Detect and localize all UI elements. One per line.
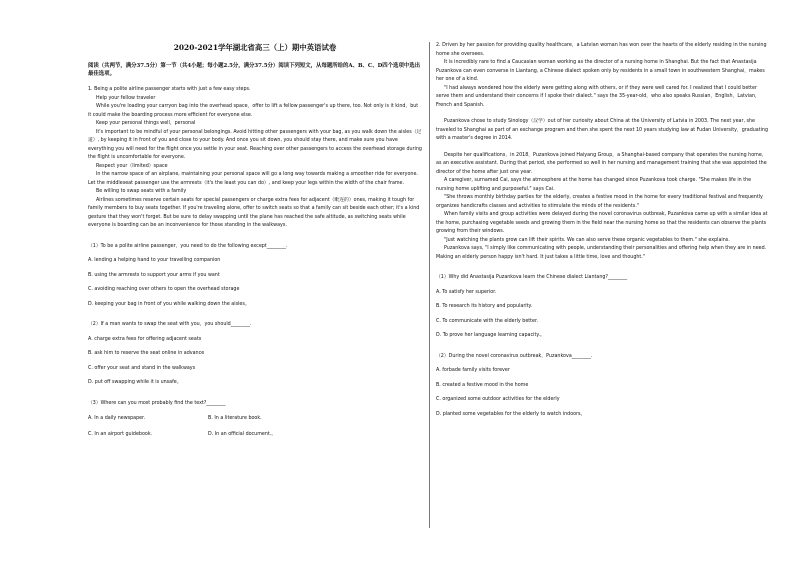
- option-b[interactable]: B. ask him to reserve the seat online in advance: [88, 351, 205, 356]
- option-a[interactable]: A. charge extra fees for offering adjacent seats: [88, 336, 202, 342]
- passage2-paragraph: It is incredibly rare to find a Caucasian woman working as the director of a nursing home in Shanghai. But the fact that Anastasija Puzankova can even converse in Liantang, a Chinese dialect spoken only by residents in a small town in southwestern Shanghai，makes her one of a kind.: [436, 60, 765, 82]
- option-a[interactable]: A. To satisfy her superior.: [436, 289, 497, 295]
- passage1-paragraph: It's important to be mindful of your personal belongings. Avoid hitting other passengers with your bag, as you walk down the aisles（过道）, by keeping it in front of you and close to your body. And once you sit down, you should stay there, and make sure you have everything you will need for the flight once you settle in your seat. Reaching over other passengers to access the overhead storage during the flight is uncomfortable for everyone.: [88, 129, 422, 160]
- option-d[interactable]: D. planted some vegetables for the elderly to watch indoors。: [436, 411, 586, 417]
- option-b[interactable]: B. using the armrests to support your arms if you want: [88, 272, 220, 278]
- option-row: [88, 431, 422, 440]
- passage1-subheading: Keep your personal things well，personal: [96, 121, 196, 126]
- option-d[interactable]: D. To prove her language learning capacity.。: [436, 333, 545, 338]
- passage1-paragraph: While you're loading your carryon bag into the overhead space，offer to lift a fellow passenger's up there, too. Not only is it kind，but it could make the boarding process more efficient for everyone else.: [88, 104, 419, 118]
- question-stem: （1）To be a polite airline passenger，you need to do the following except________.: [88, 243, 288, 249]
- passage1-subheading: Help your fellow traveler: [96, 95, 156, 101]
- exam-title: 2020-2021学年湖北省高三（上）期中英语试卷: [173, 43, 337, 52]
- passage1-paragraph: Airlines sometimes reserve certain seats for special passengers or charge extra fees for adjacent（毗连的）ones, making it tough for family members to buy seats together. If you're traveling alone, offer to switch seats so that a family can sit beside each other; it's a kind gesture that they won't forget. But be sure to delay swapping until the plane has reached the safe altitude, as switching seats while everyone is boarding can be an inconvenience for those standing in the walkways.: [88, 197, 420, 228]
- right-column: [436, 42, 770, 419]
- passage2-paragraph: Puzankova says, "I simply like communicating with people, understanding their personalities and offering help when they are in need. Making an elderly person happy isn't hard. It just takes a little time, love and thought.": [436, 246, 767, 260]
- question-stem: （1）Why did Anastasija Puzankova learn the Chinese dialect Liantang?________: [436, 275, 628, 280]
- question-3: [88, 400, 422, 440]
- passage1-heading: 1. Being a polite airline passenger starts with just a few easy steps.: [88, 87, 251, 92]
- option-c[interactable]: C. In an airport guidebook.: [88, 431, 153, 437]
- option-a[interactable]: A. forbade family visits forever: [436, 368, 510, 373]
- left-column: [88, 42, 422, 439]
- question-2: [436, 353, 770, 420]
- passage1-subheading: Be willing to swap seats with a family: [96, 189, 187, 194]
- option-c[interactable]: C. offer your seat and stand in the walkways: [88, 365, 196, 371]
- passage2-paragraph: When family visits and group activities were delayed during the novel coronavirus outbreak, Puzankova came up with a similar idea at the home, purchasing vegetable seeds and growing them in the field near the nursing home so that the residents can observe the plants growing from their windows.: [436, 212, 768, 234]
- passage2-heading: 2. Driven by her passion for providing quality healthcare，a Latvian woman has won over the hearts of the elderly residing in the nursing home she oversees.: [436, 43, 767, 57]
- question-stem: （3）Where can you most probably find the text?________: [88, 400, 226, 406]
- passage1-subheading: Respect your（limited）space: [96, 163, 168, 169]
- option-b[interactable]: B. created a festive mood in the home: [436, 382, 529, 388]
- option-a[interactable]: A. In a daily newspaper.: [88, 416, 146, 421]
- passage2-paragraph: "I had always wondered how the elderly were getting along with others, or if they were well cared for. I realized that I could better serve them and understand their concerns if I spoke their dialect." says the 35-year-old，who also speaks Russian，English，Latvian，French and Spanish.: [436, 85, 760, 108]
- question-stem: （2）If a man wants to swap the seat with you，you should________.: [88, 322, 252, 327]
- option-b[interactable]: B. To research its history and popularity.: [436, 304, 533, 309]
- option-row: [88, 415, 422, 424]
- option-b[interactable]: B. In a literature book.: [208, 416, 262, 421]
- option-a[interactable]: A. lending a helping hand to your travelling companion: [88, 258, 221, 263]
- passage2-paragraph: "She throws monthly birthday parties for the elderly, creates a festive mood in the home for every traditional festival and frequently organizes handicrafts classes and activities to stimulate the minds of the residents.": [436, 195, 763, 209]
- option-d[interactable]: D. put off swapping while it is unsafe。: [88, 380, 182, 385]
- option-c[interactable]: C. organized some outdoor activities for the elderly: [436, 397, 560, 402]
- question-stem: （2）During the novel coronavirus outbreak，Puzankova________.: [436, 353, 593, 359]
- question-1: [88, 243, 422, 310]
- section-instructions: 阅读（共两节，满分37.5分）第一节（共4小题；每小题2.5分，满分37.5分）阅读下列短文，从每题所给的A、B、C、D四个选项中选出最佳选项。: [88, 63, 421, 77]
- option-c[interactable]: C. avoiding reaching over others to open the overhead storage: [88, 287, 240, 292]
- passage2-paragraph: A caregiver, surnamed Cai, says the atmosphere at the home has changed since Puzankova took charge. "She makes life in the nursing home uplifting and purposeful." says Cai.: [436, 178, 752, 192]
- question-1: [436, 274, 770, 341]
- option-c[interactable]: C. To communicate with the elderly better.: [436, 318, 539, 324]
- question-2: [88, 321, 422, 388]
- passage2-paragraph: Puzankova chose to study Sinology（汉学）out of her curiosity about China at the University of Latvia in 2003. The next year, she traveled to Shanghai as part of an exchange program and then she spent the next 10 years studying law at Fudan University，graduating with a master's degree in 2014.: [436, 119, 769, 141]
- passage1-paragraph: In the narrow space of an airplane, maintaining your personal space will go a long way towards making a smoother ride for everyone. Let the middleseat passenger use the armrests（it's the least you can do）, and keep your legs within the width of the chair frame.: [88, 172, 418, 186]
- passage2-paragraph: Despite her qualifications，in 2018，Puzankova joined Haiyang Group，a Shanghai-based company that operates the nursing home，as an executive assistant. During that period, she performed so well in her nursing and management training that she was appointed the director of the home after just one year.: [436, 152, 767, 175]
- passage2-paragraph: "Just watching the plants grow can lift their spirits. We can also serve these organic vegetables to them." she explains.: [444, 237, 730, 243]
- column-divider: [429, 42, 430, 528]
- option-d[interactable]: D. In an official document.。: [208, 431, 277, 437]
- option-d[interactable]: D. keeping your bag in front of you while walking down the aisles。: [88, 301, 250, 307]
